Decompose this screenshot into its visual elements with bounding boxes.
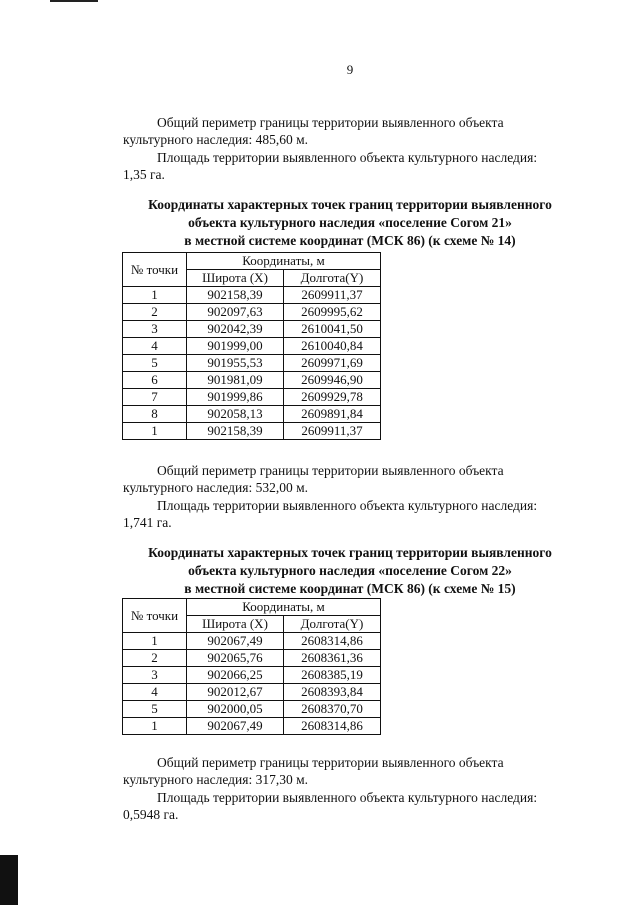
table-header-row — [123, 599, 381, 616]
point-number: 4 — [123, 684, 187, 701]
table-row — [123, 406, 381, 423]
area-paragraph-1: Площадь территории выявленного объекта культурного наследия: 1,35 га. — [123, 150, 538, 182]
point-number: 6 — [123, 372, 187, 389]
longitude-value: 2610041,50 — [284, 321, 381, 338]
longitude-value: 2609946,90 — [284, 372, 381, 389]
header-point-number: № точки — [123, 253, 187, 287]
table-row — [123, 338, 381, 355]
longitude-value: 2609995,62 — [284, 304, 381, 321]
point-number: 1 — [123, 633, 187, 650]
perimeter-paragraph-3: Общий периметр границы территории выявленного объекта культурного наследия: 317,30 м. — [123, 755, 504, 787]
point-number: 1 — [123, 423, 187, 440]
table1-heading: Координаты характерных точек границ территории выявленного объекта культурного наследия «поселение Согом 21» в местной системе координат (МСК 86) (к схеме № 14) — [148, 197, 552, 248]
latitude-value: 902158,39 — [187, 287, 284, 304]
table-row — [123, 321, 381, 338]
longitude-value: 2608361,36 — [284, 650, 381, 667]
table-row — [123, 287, 381, 304]
latitude-value: 902067,49 — [187, 633, 284, 650]
table-row — [123, 633, 381, 650]
latitude-value: 902058,13 — [187, 406, 284, 423]
latitude-value: 901999,00 — [187, 338, 284, 355]
latitude-value: 901955,53 — [187, 355, 284, 372]
latitude-value: 902065,76 — [187, 650, 284, 667]
latitude-value: 901999,86 — [187, 389, 284, 406]
header-longitude: Долгота(Y) — [284, 270, 381, 287]
latitude-value: 902012,67 — [187, 684, 284, 701]
point-number: 1 — [123, 718, 187, 735]
scan-mark-top — [50, 0, 98, 2]
header-longitude: Долгота(Y) — [284, 616, 381, 633]
latitude-value: 902042,39 — [187, 321, 284, 338]
longitude-value: 2609911,37 — [284, 423, 381, 440]
longitude-value: 2609891,84 — [284, 406, 381, 423]
table2-heading: Координаты характерных точек границ территории выявленного объекта культурного наследия «поселение Согом 22» в местной системе координат (МСК 86) (к схеме № 15) — [148, 545, 552, 596]
latitude-value: 902067,49 — [187, 718, 284, 735]
point-number: 1 — [123, 287, 187, 304]
latitude-value: 902097,63 — [187, 304, 284, 321]
point-number: 5 — [123, 701, 187, 718]
table-row — [123, 667, 381, 684]
longitude-value: 2608370,70 — [284, 701, 381, 718]
table-row — [123, 372, 381, 389]
coordinates-table-2 — [122, 598, 381, 735]
perimeter-paragraph-2: Общий периметр границы территории выявленного объекта культурного наследия: 532,00 м. — [123, 463, 504, 495]
longitude-value: 2609929,78 — [284, 389, 381, 406]
point-number: 2 — [123, 650, 187, 667]
table-row — [123, 423, 381, 440]
latitude-value: 902158,39 — [187, 423, 284, 440]
area-paragraph-3: Площадь территории выявленного объекта культурного наследия: 0,5948 га. — [123, 790, 538, 822]
point-number: 2 — [123, 304, 187, 321]
area-paragraph-2: Площадь территории выявленного объекта культурного наследия: 1,741 га. — [123, 498, 538, 530]
longitude-value: 2610040,84 — [284, 338, 381, 355]
scan-mark-left-edge — [0, 855, 18, 905]
point-number: 7 — [123, 389, 187, 406]
longitude-value: 2609971,69 — [284, 355, 381, 372]
header-latitude: Широта (X) — [187, 616, 284, 633]
table-row — [123, 389, 381, 406]
longitude-value: 2608393,84 — [284, 684, 381, 701]
point-number: 3 — [123, 321, 187, 338]
page-number: 9 — [346, 62, 354, 77]
coordinates-table-1 — [122, 252, 381, 440]
table-row — [123, 684, 381, 701]
table-header-row — [123, 253, 381, 270]
table-row — [123, 355, 381, 372]
table-row — [123, 701, 381, 718]
header-point-number: № точки — [123, 599, 187, 633]
table-row — [123, 650, 381, 667]
longitude-value: 2608314,86 — [284, 718, 381, 735]
perimeter-paragraph-1: Общий периметр границы территории выявленного объекта культурного наследия: 485,60 м. — [123, 115, 504, 147]
longitude-value: 2608385,19 — [284, 667, 381, 684]
latitude-value: 902066,25 — [187, 667, 284, 684]
header-latitude: Широта (X) — [187, 270, 284, 287]
point-number: 5 — [123, 355, 187, 372]
point-number: 3 — [123, 667, 187, 684]
header-coordinates: Координаты, м — [187, 253, 381, 270]
table-row — [123, 718, 381, 735]
point-number: 4 — [123, 338, 187, 355]
point-number: 8 — [123, 406, 187, 423]
longitude-value: 2608314,86 — [284, 633, 381, 650]
header-coordinates: Координаты, м — [187, 599, 381, 616]
table-row — [123, 304, 381, 321]
latitude-value: 902000,05 — [187, 701, 284, 718]
latitude-value: 901981,09 — [187, 372, 284, 389]
longitude-value: 2609911,37 — [284, 287, 381, 304]
